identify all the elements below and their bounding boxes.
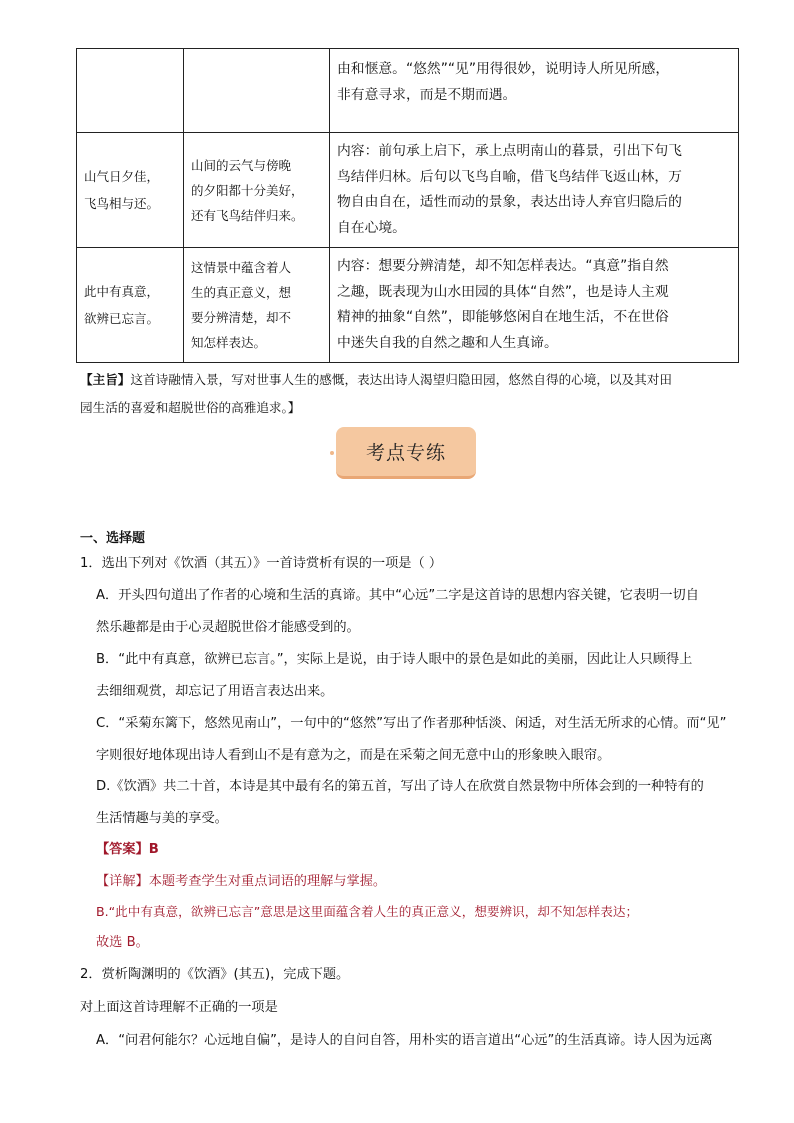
poem-cell — [77, 133, 184, 248]
question-1-stem: 1．选出下列对《饮酒（其五）》一首诗赏析有误的一项是（ ） — [80, 556, 443, 571]
translation-line: 生的真正意义，想 — [191, 285, 292, 300]
analysis-cell — [330, 49, 739, 133]
analysis-cell — [330, 133, 739, 248]
analysis-line: 内容：想要分辨清楚，却不知怎样表达。“真意”指自然 — [337, 258, 669, 274]
detail-label: 【详解】本题考查学生对重点词语的理解与掌握。 — [96, 874, 387, 889]
analysis-line: 鸟结伴归林。后句以飞鸟自喻，借飞鸟结伴飞返山林，万 — [337, 168, 682, 185]
section-banner: 考点专练 — [336, 427, 476, 479]
poem-line: 山气日夕佳， — [84, 169, 160, 184]
analysis-line: 非有意寻求，而是不期而遇。 — [337, 86, 517, 103]
main-idea-text: 这首诗融情入景，写对世事人生的感慨，表达出诗人渴望归隐田园，悠然自得的心境，以及其对田 — [130, 372, 672, 387]
main-idea-line — [80, 366, 740, 394]
poem-line: 飞鸟相与还。 — [84, 196, 160, 211]
translation-line: 还有飞鸟结伴归来。 — [191, 207, 304, 223]
option-line: 去细细观赏，却忘记了用语言表达出来。 — [96, 684, 334, 699]
question-1-option-c — [96, 708, 742, 772]
main-idea-line: 园生活的喜爱和超脱世俗的高雅追求。】 — [80, 400, 301, 415]
table-row — [77, 49, 739, 133]
analysis-line: 由和惬意。“悠然”“见”用得很妙，说明诗人所见所感， — [337, 61, 670, 77]
poem-line: 此中有真意， — [84, 284, 160, 299]
translation-cell — [184, 133, 330, 248]
section-title: 一、选择题 — [80, 531, 146, 546]
question-2-stem: 2．赏析陶渊明的《饮酒》(其五)，完成下题。 — [80, 967, 350, 982]
analysis-line: 精神的抽象“自然”，即能够悠闲自在地生活，不在世俗 — [337, 309, 669, 325]
option-line: 字则很好地体现出诗人看到山不是有意为之，而是在采菊之间无意中山的形象映入眼帘。 — [96, 748, 611, 763]
option-line: 然乐趣都是由于心灵超脱世俗才能感受到的。 — [96, 620, 360, 635]
main-idea-tag: 【主旨】 — [80, 372, 131, 387]
translation-line: 这情景中蕴含着人 — [191, 260, 292, 275]
analysis-line: 之趣，既表现为山水田园的具体“自然”，也是诗人主观 — [337, 283, 669, 300]
option-line: C．“采菊东篱下，悠然见南山”，一句中的“悠然”写出了作者那种恬淡、闲适，对生活无所求的心情。而“见” — [96, 716, 727, 731]
analysis-line: 物自由自在，适性而动的景象，表达出诗人弃官归隐后的 — [337, 194, 682, 210]
banner-dot — [330, 451, 334, 455]
question-1-option-b — [96, 644, 742, 708]
poem-analysis-table — [76, 48, 739, 363]
question-2-sub: 对上面这首诗理解不正确的一项是 — [80, 1000, 278, 1015]
analysis-line: 内容：前句承上启下，承上点明南山的暮景，引出下句飞 — [337, 143, 682, 159]
question-2-option-a: A．“问君何能尔？心远地自偏”，是诗人的自问自答，用朴实的语言道出“心远”的生活真谛。诗人因为远离 — [96, 1033, 713, 1048]
option-line: B．“此中有真意，欲辨已忘言。”，实际上是说，由于诗人眼中的景色是如此的美丽，因此让人只顾得上 — [96, 652, 693, 667]
option-line: A．开头四句道出了作者的心境和生活的真谛。其中“心远”二字是这首诗的思想内容关键，它表明一切自 — [96, 588, 699, 603]
poem-line: 欲辨已忘言。 — [84, 311, 160, 326]
translation-cell — [184, 248, 330, 363]
analysis-line: 自在心境。 — [337, 219, 406, 236]
translation-line: 要分辨清楚，却不 — [191, 310, 292, 325]
main-idea — [80, 366, 740, 422]
analysis-cell — [330, 248, 739, 363]
answer-label: 【答案】B — [96, 842, 159, 857]
poem-cell — [77, 248, 184, 363]
translation-cell — [184, 49, 330, 133]
table-row — [77, 248, 739, 363]
table-row — [77, 133, 739, 248]
explanation: B.“此中有真意，欲辨已忘言”意思是这里面蕴含着人生的真正意义，想要辨识，却不知怎样表达； — [96, 904, 639, 919]
analysis-line: 中迷失自我的自然之趣和人生真谛。 — [337, 334, 558, 351]
option-line: D.《饮酒》共二十首，本诗是其中最有名的第五首，写出了诗人在欣赏自然景物中所体会到的一种特有的 — [96, 779, 704, 794]
question-1-option-a — [96, 580, 742, 644]
question-1-option-d — [96, 771, 742, 835]
translation-line: 山间的云气与傍晚 — [191, 157, 292, 173]
poem-cell — [77, 49, 184, 133]
translation-line: 的夕阳都十分美好， — [191, 182, 304, 198]
translation-line: 知怎样表达。 — [191, 335, 267, 350]
option-line: 生活情趣与美的享受。 — [96, 811, 228, 826]
choose-answer: 故选 B。 — [96, 935, 149, 950]
